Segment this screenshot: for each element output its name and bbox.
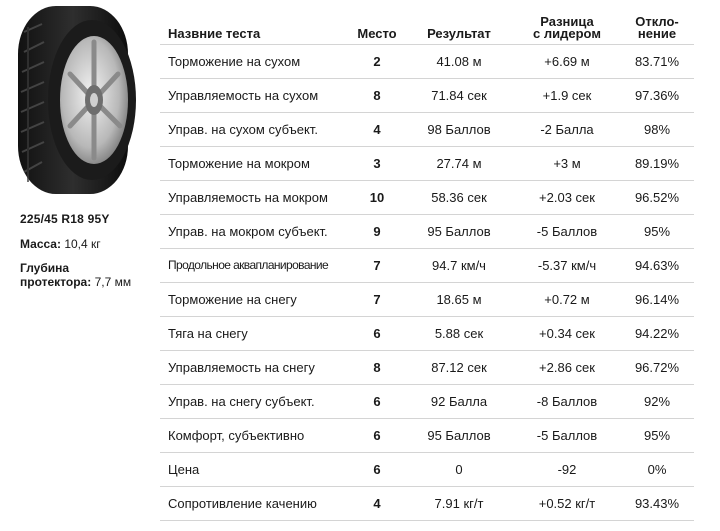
deviation-cell: 95%	[620, 418, 694, 452]
place-cell: 4	[350, 112, 404, 146]
diff-cell: -5 Баллов	[514, 418, 620, 452]
tire-specs	[20, 212, 160, 299]
table-row	[160, 452, 694, 486]
header-diff-line2: с лидером	[533, 25, 601, 41]
place-cell: 4	[350, 486, 404, 520]
result-cell: 95 Баллов	[404, 214, 514, 248]
diff-cell: -2 Балла	[514, 112, 620, 146]
table-row	[160, 214, 694, 248]
deviation-cell: 96.72%	[620, 350, 694, 384]
diff-cell: +2.03 сек	[514, 180, 620, 214]
deviation-cell: 94.63%	[620, 248, 694, 282]
place-cell: 8	[350, 350, 404, 384]
depth-label-line2: протектора:	[20, 275, 92, 289]
diff-cell: +1.9 сек	[514, 78, 620, 112]
place-cell: 10	[350, 180, 404, 214]
header-test-name: Назвние теста	[168, 25, 261, 41]
test-name-cell: Управляемость на снегу	[160, 350, 350, 384]
depth-label-line1: Глубина	[20, 261, 70, 275]
diff-cell: +3 м	[514, 146, 620, 180]
result-cell: 92 Балла	[404, 384, 514, 418]
diff-cell: -5.37 км/ч	[514, 248, 620, 282]
table-row	[160, 384, 694, 418]
deviation-cell: 83.71%	[620, 44, 694, 78]
table-body	[160, 44, 694, 520]
tire-image	[6, 2, 156, 202]
diff-cell: +2.86 сек	[514, 350, 620, 384]
tire-icon	[6, 2, 156, 202]
deviation-cell: 93.43%	[620, 486, 694, 520]
test-name-cell: Управ. на мокром субъект.	[160, 214, 350, 248]
table-row	[160, 350, 694, 384]
table-row	[160, 486, 694, 520]
test-name-cell: Управ. на сухом субъект.	[160, 112, 350, 146]
deviation-cell: 96.52%	[620, 180, 694, 214]
diff-cell: +6.69 м	[514, 44, 620, 78]
test-name-cell: Управ. на снегу субъект.	[160, 384, 350, 418]
test-results-table	[160, 8, 694, 521]
place-cell: 6	[350, 316, 404, 350]
result-cell: 18.65 м	[404, 282, 514, 316]
header-result: Результат	[427, 25, 491, 41]
place-cell: 7	[350, 248, 404, 282]
table-row	[160, 316, 694, 350]
place-cell: 6	[350, 384, 404, 418]
tire-size: 225/45 R18 95Y	[20, 212, 110, 226]
test-name-cell: Торможение на мокром	[160, 146, 350, 180]
header-dev-line1: Откло-	[635, 13, 679, 29]
tire-mass	[20, 237, 160, 251]
test-name-cell: Торможение на сухом	[160, 44, 350, 78]
diff-cell: +0.52 кг/т	[514, 486, 620, 520]
diff-cell: +0.72 м	[514, 282, 620, 316]
tire-tread-depth	[20, 261, 160, 289]
table-row	[160, 180, 694, 214]
table-row	[160, 78, 694, 112]
deviation-cell: 95%	[620, 214, 694, 248]
result-cell: 98 Баллов	[404, 112, 514, 146]
test-name-cell: Тяга на снегу	[160, 316, 350, 350]
mass-value: 10,4 кг	[64, 237, 101, 251]
test-name-cell: Продольное аквапланирование	[160, 248, 350, 282]
result-cell: 94.7 км/ч	[404, 248, 514, 282]
deviation-cell: 97.36%	[620, 78, 694, 112]
test-name-cell: Управляемость на мокром	[160, 180, 350, 214]
place-cell: 6	[350, 452, 404, 486]
header-deviation	[620, 8, 694, 44]
result-cell: 41.08 м	[404, 44, 514, 78]
test-name-cell: Управляемость на сухом	[160, 78, 350, 112]
table-row	[160, 282, 694, 316]
depth-value: 7,7 мм	[94, 275, 132, 289]
place-cell: 8	[350, 78, 404, 112]
header-place: Место	[357, 25, 397, 41]
table-row	[160, 418, 694, 452]
header-dev-line2: нение	[637, 25, 677, 41]
result-cell: 0	[404, 452, 514, 486]
result-cell: 87.12 сек	[404, 350, 514, 384]
deviation-cell: 92%	[620, 384, 694, 418]
result-cell: 5.88 сек	[404, 316, 514, 350]
diff-cell: +0.34 сек	[514, 316, 620, 350]
table-row	[160, 44, 694, 78]
result-cell: 58.36 сек	[404, 180, 514, 214]
table-row	[160, 112, 694, 146]
diff-cell: -8 Баллов	[514, 384, 620, 418]
mass-label: Масса:	[20, 237, 61, 251]
test-name-cell: Торможение на снегу	[160, 282, 350, 316]
place-cell: 2	[350, 44, 404, 78]
result-cell: 95 Баллов	[404, 418, 514, 452]
deviation-cell: 96.14%	[620, 282, 694, 316]
table-row	[160, 146, 694, 180]
test-name-cell: Цена	[160, 452, 350, 486]
test-name-cell: Сопротивление качению	[160, 486, 350, 520]
header-diff-line1: Разница	[540, 13, 594, 29]
deviation-cell: 98%	[620, 112, 694, 146]
place-cell: 6	[350, 418, 404, 452]
result-cell: 27.74 м	[404, 146, 514, 180]
deviation-cell: 89.19%	[620, 146, 694, 180]
result-cell: 71.84 сек	[404, 78, 514, 112]
place-cell: 7	[350, 282, 404, 316]
table-row	[160, 248, 694, 282]
table-header-row	[160, 8, 694, 44]
place-cell: 9	[350, 214, 404, 248]
deviation-cell: 94.22%	[620, 316, 694, 350]
result-cell: 7.91 кг/т	[404, 486, 514, 520]
header-diff	[514, 8, 620, 44]
place-cell: 3	[350, 146, 404, 180]
test-name-cell: Комфорт, субъективно	[160, 418, 350, 452]
deviation-cell: 0%	[620, 452, 694, 486]
diff-cell: -92	[514, 452, 620, 486]
diff-cell: -5 Баллов	[514, 214, 620, 248]
